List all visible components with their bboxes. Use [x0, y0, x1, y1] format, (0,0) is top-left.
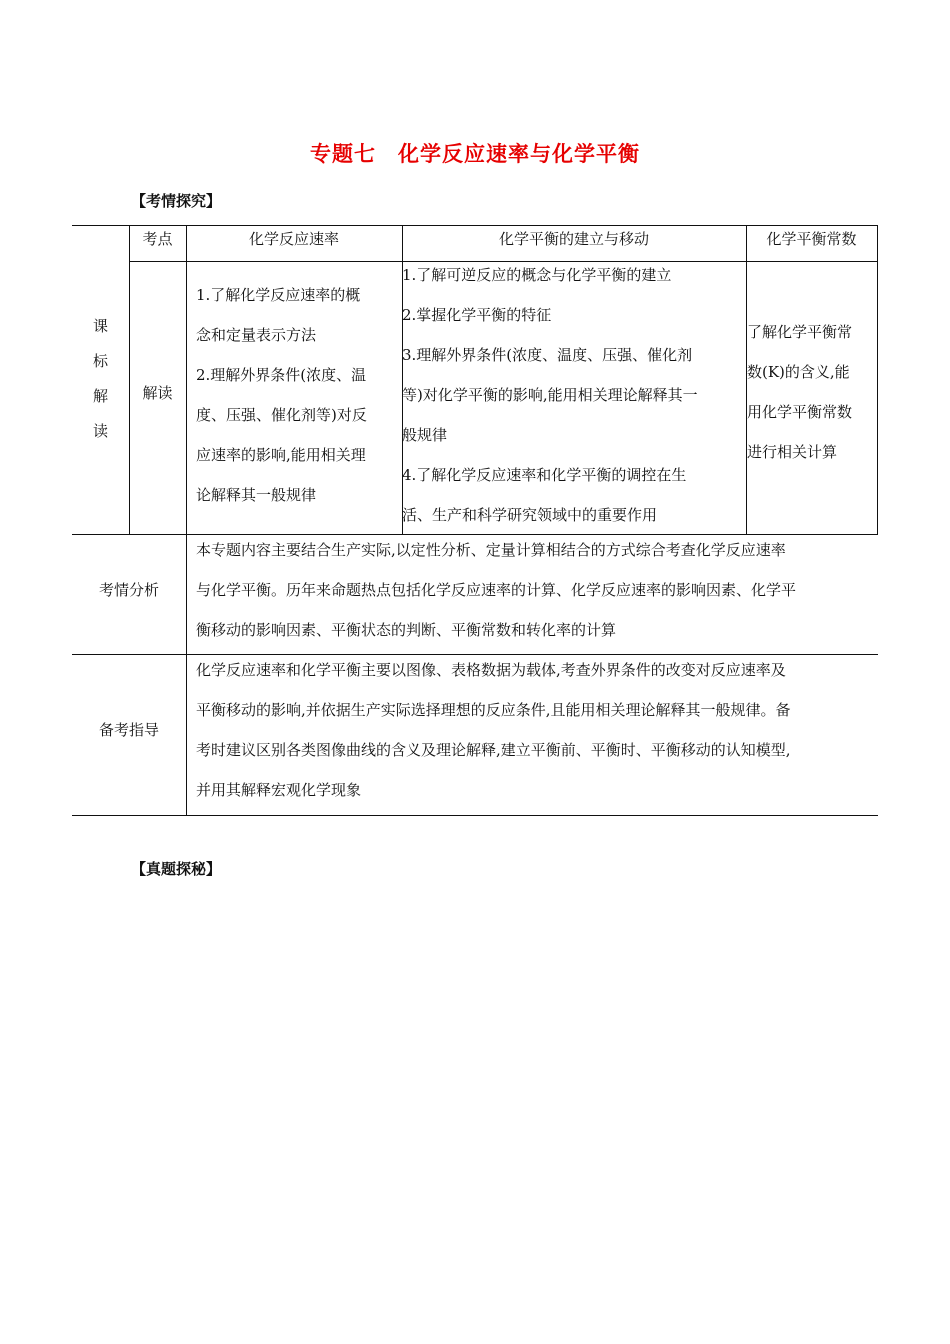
title-topic-number: 专题七	[310, 142, 376, 166]
text-line: 般规律	[402, 426, 448, 444]
text-line: 数(K)的含义,能	[747, 363, 850, 381]
text-line: 念和定量表示方法	[196, 326, 317, 344]
group-label-char: 解	[92, 387, 108, 405]
text-line: 并用其解释宏观化学现象	[196, 781, 362, 799]
group-label-char: 课	[92, 317, 108, 335]
group-label-kebiao-jiedu	[72, 309, 129, 449]
text-line: 考时建议区别各类图像曲线的含义及理论解释,建立平衡前、平衡时、平衡移动的认知模型,	[196, 741, 791, 759]
text-line: 4.了解化学反应速率和化学平衡的调控在生	[402, 466, 687, 484]
text-line: 3.理解外界条件(浓度、温度、压强、催化剂	[402, 346, 693, 364]
text-line: 用化学平衡常数	[747, 403, 853, 421]
text-line: 衡移动的影响因素、平衡状态的判断、平衡常数和转化率的计算	[196, 621, 617, 639]
text-line: 了解化学平衡常	[747, 323, 853, 341]
text-line: 2.理解外界条件(浓度、温	[196, 366, 367, 384]
text-line: 等)对化学平衡的影响,能用相关理论解释其一	[402, 386, 698, 404]
text-line: 本专题内容主要结合生产实际,以定性分析、定量计算相结合的方式综合考查化学反应速率	[196, 541, 786, 559]
table-col-divider	[186, 225, 187, 816]
beikao-zhidao-text	[196, 650, 878, 810]
group-label-char: 读	[92, 422, 108, 440]
text-line: 2.掌握化学平衡的特征	[402, 306, 552, 324]
group-label-char: 标	[92, 352, 108, 370]
row-label-beikao-zhidao: 备考指导	[98, 721, 159, 739]
text-line: 活、生产和科学研究领域中的重要作用	[402, 506, 658, 524]
text-line: 化学反应速率和化学平衡主要以图像、表格数据为载体,考查外界条件的改变对反应速率及	[196, 661, 786, 679]
text-line: 与化学平衡。历年来命题热点包括化学反应速率的计算、化学反应速率的影响因素、化学平	[196, 581, 797, 599]
page-title	[0, 138, 950, 168]
text-line: 1.了解可逆反应的概念与化学平衡的建立	[402, 266, 672, 284]
header-equilibrium-constant: 化学平衡常数	[766, 230, 857, 248]
exam-analysis-table	[72, 225, 878, 816]
text-line: 1.了解化学反应速率的概	[196, 286, 361, 304]
row-label-jiedu: 解读	[142, 384, 173, 402]
title-topic-name: 化学反应速率与化学平衡	[398, 142, 640, 166]
header-kaodian: 考点	[142, 230, 173, 248]
text-line: 论解释其一般规律	[196, 486, 317, 504]
kaoqing-fenxi-text	[196, 530, 878, 650]
header-equilibrium: 化学平衡的建立与移动	[498, 230, 649, 248]
table-bottom-border	[72, 815, 878, 816]
jiedu-reaction-rate	[196, 275, 402, 515]
section-heading-kaoqing: 【考情探究】	[131, 192, 222, 210]
text-line: 进行相关计算	[747, 443, 838, 461]
text-line: 度、压强、催化剂等)对反	[196, 406, 367, 424]
jiedu-equilibrium	[402, 255, 746, 535]
text-line: 应速率的影响,能用相关理	[196, 446, 366, 464]
header-reaction-rate: 化学反应速率	[248, 230, 339, 248]
section-heading-zhenti: 【真题探秘】	[131, 860, 222, 878]
row-label-kaoqing-fenxi: 考情分析	[98, 581, 159, 599]
jiedu-equilibrium-constant	[747, 312, 877, 472]
text-line: 平衡移动的影响,并依据生产实际选择理想的反应条件,且能用相关理论解释其一般规律。备	[196, 701, 791, 719]
table-right-border	[877, 225, 878, 535]
